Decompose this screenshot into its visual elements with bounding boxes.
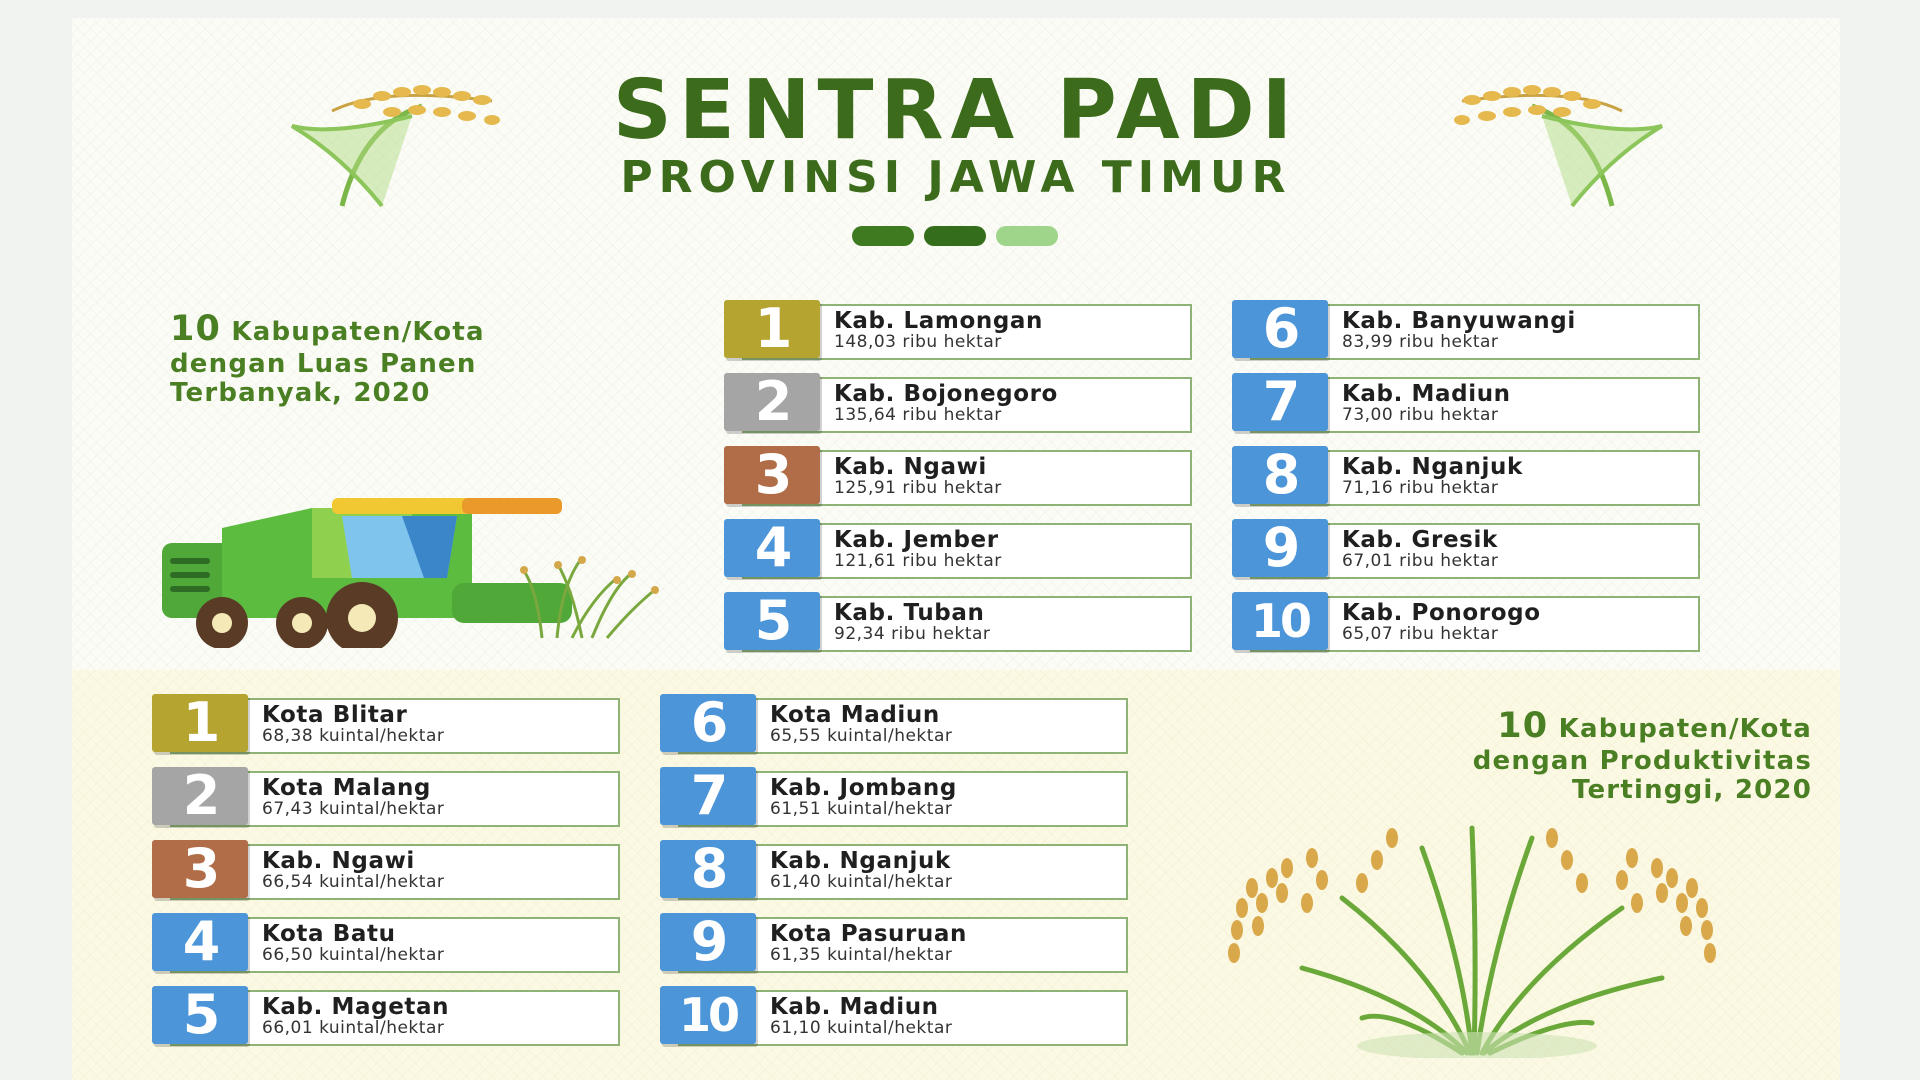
rank-badge: 1	[152, 694, 248, 752]
rank-badge: 6	[660, 694, 756, 752]
rank-region-name: Kab. Bojonegoro	[834, 381, 1058, 407]
productivity-rank-item	[152, 691, 622, 754]
rank-region-name: Kab. Ponorogo	[1342, 600, 1541, 626]
rank-region-name: Kab. Magetan	[262, 994, 450, 1020]
rank-region-name: Kab. Gresik	[1342, 527, 1498, 553]
harvest-rank-item	[724, 589, 1194, 652]
rank-value: 67,43 kuintal/hektar	[262, 799, 445, 819]
rank-region-name: Kab. Ngawi	[834, 454, 987, 480]
productivity-rank-item	[660, 764, 1130, 827]
productivity-rank-item	[152, 764, 622, 827]
productivity-rank-item	[152, 910, 622, 973]
rank-value: 61,40 kuintal/hektar	[770, 872, 953, 892]
harvest-rank-item	[1232, 592, 1702, 650]
rank-value: 65,07 ribu hektar	[1342, 624, 1499, 644]
rank-badge: 8	[1232, 446, 1328, 504]
rank-badge: 2	[152, 767, 248, 825]
rank-region-name: Kota Pasuruan	[770, 921, 967, 947]
harvest-heading-number: 10	[170, 309, 222, 349]
rank-badge: 4	[152, 913, 248, 971]
productivity-heading-line2: dengan Produktivitas	[1472, 745, 1812, 776]
dot-light	[996, 226, 1058, 246]
infographic-poster	[72, 18, 1840, 1080]
poster-title: SENTRA PADI	[612, 63, 1300, 158]
rank-region-name: Kab. Lamongan	[834, 308, 1044, 334]
rank-region-name: Kab. Madiun	[1342, 381, 1511, 407]
rank-region-name: Kab. Nganjuk	[1342, 454, 1523, 480]
poster-subtitle: PROVINSI JAWA TIMUR	[620, 152, 1292, 203]
harvest-heading-line1: Kabupaten/Kota	[231, 317, 485, 347]
productivity-rank-item	[152, 983, 622, 1046]
productivity-rank-item	[660, 986, 1130, 1044]
harvest-rank-item	[724, 516, 1194, 579]
rank-value: 66,50 kuintal/hektar	[262, 945, 445, 965]
rank-value: 135,64 ribu hektar	[834, 405, 1002, 425]
rank-value: 83,99 ribu hektar	[1342, 332, 1499, 352]
harvest-rank-item	[1232, 516, 1702, 579]
productivity-rank-item	[660, 691, 1130, 754]
harvest-rank-item	[724, 297, 1194, 360]
productivity-rank-item	[152, 837, 622, 900]
rank-badge: 5	[152, 986, 248, 1044]
rank-badge: 9	[1232, 519, 1328, 577]
rank-value: 67,01 ribu hektar	[1342, 551, 1499, 571]
rank-badge: 2	[724, 373, 820, 431]
rank-badge: 1	[724, 300, 820, 358]
rank-value: 148,03 ribu hektar	[834, 332, 1002, 352]
rank-region-name: Kota Malang	[262, 775, 431, 801]
harvest-area-heading	[170, 310, 670, 408]
rank-region-name: Kab. Jombang	[770, 775, 957, 801]
decorative-dots	[852, 226, 1082, 248]
harvest-rank-item	[1232, 370, 1702, 433]
productivity-heading-line1: Kabupaten/Kota	[1558, 714, 1812, 744]
productivity-rank-item	[660, 910, 1130, 973]
rank-badge: 4	[724, 519, 820, 577]
harvest-rank-item	[724, 370, 1194, 433]
rank-region-name: Kota Batu	[262, 921, 396, 947]
rank-region-name: Kab. Madiun	[770, 994, 939, 1020]
harvest-heading-line2: dengan Luas Panen	[170, 348, 477, 379]
combine-harvester-icon	[162, 488, 662, 648]
rank-value: 61,51 kuintal/hektar	[770, 799, 953, 819]
rank-value: 71,16 ribu hektar	[1342, 478, 1499, 498]
rank-region-name: Kota Blitar	[262, 702, 408, 728]
rank-value: 61,10 kuintal/hektar	[770, 1018, 953, 1038]
rank-region-name: Kab. Tuban	[834, 600, 985, 626]
rank-badge: 6	[1232, 300, 1328, 358]
dot-dark	[852, 226, 914, 246]
productivity-rank-item	[660, 837, 1130, 900]
rank-badge: 5	[724, 592, 820, 650]
rank-badge: 8	[660, 840, 756, 898]
rice-plant-icon	[1192, 808, 1752, 1058]
rank-badge: 7	[1232, 373, 1328, 431]
rank-value: 73,00 ribu hektar	[1342, 405, 1499, 425]
rank-badge: 3	[152, 840, 248, 898]
rank-region-name: Kab. Nganjuk	[770, 848, 951, 874]
productivity-heading-number: 10	[1497, 706, 1549, 746]
rank-badge: 9	[660, 913, 756, 971]
productivity-heading	[1212, 707, 1812, 805]
harvest-rank-item	[1232, 443, 1702, 506]
rank-value: 66,01 kuintal/hektar	[262, 1018, 445, 1038]
rank-value: 66,54 kuintal/hektar	[262, 872, 445, 892]
rank-value: 121,61 ribu hektar	[834, 551, 1002, 571]
rank-value: 92,34 ribu hektar	[834, 624, 991, 644]
harvest-rank-item	[1232, 297, 1702, 360]
rank-badge: 3	[724, 446, 820, 504]
rank-region-name: Kab. Banyuwangi	[1342, 308, 1576, 334]
rank-value: 125,91 ribu hektar	[834, 478, 1002, 498]
rank-value: 65,55 kuintal/hektar	[770, 726, 953, 746]
harvest-heading-line3: Terbanyak, 2020	[170, 377, 431, 408]
rank-badge: 10	[660, 986, 756, 1044]
rank-region-name: Kab. Jember	[834, 527, 999, 553]
dot-mid	[924, 226, 986, 246]
rank-value: 61,35 kuintal/hektar	[770, 945, 953, 965]
rank-value: 68,38 kuintal/hektar	[262, 726, 445, 746]
rank-badge: 7	[660, 767, 756, 825]
rank-badge: 10	[1232, 592, 1328, 650]
productivity-heading-line3: Tertinggi, 2020	[1571, 774, 1812, 805]
harvest-rank-item	[724, 443, 1194, 506]
rank-region-name: Kab. Ngawi	[262, 848, 415, 874]
rank-region-name: Kota Madiun	[770, 702, 940, 728]
